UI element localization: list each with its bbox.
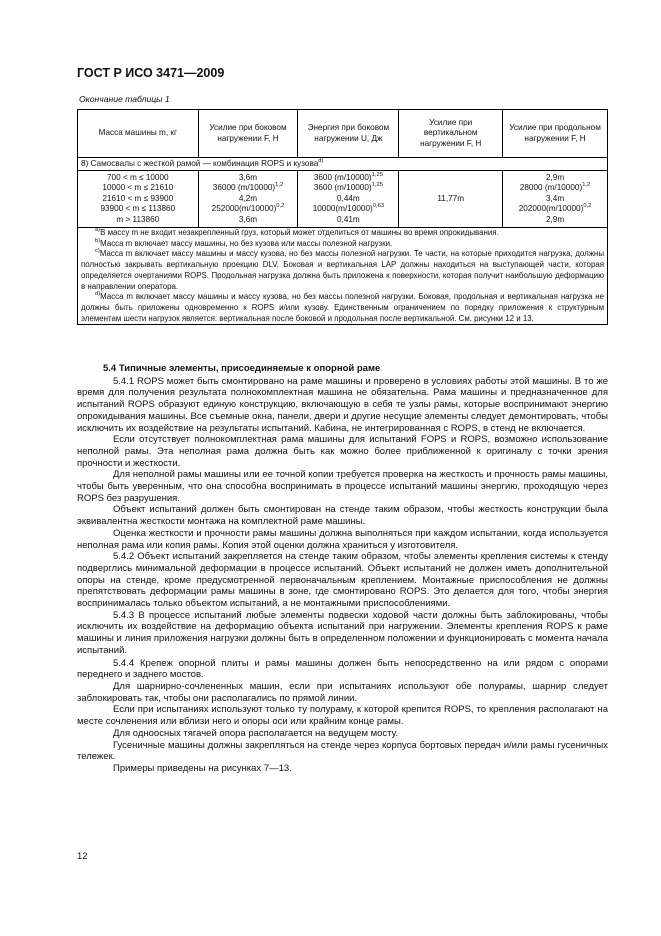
body-paragraph: 5.4.4 Крепеж опорной плиты и рамы машины должен быть непосредственно на или рядом с опорами переднего и заднего мостов. xyxy=(77,657,608,681)
footnote-mark: d) xyxy=(95,291,101,298)
page-number: 12 xyxy=(77,851,88,862)
energy-value-text: 3600 (m/10000) xyxy=(313,172,372,182)
body-paragraph: 5.4.1 ROPS может быть смонтировано на раме машины и проверено в условиях работы этой машины. В то же время для получения результата полнокомплектная машина не обязательна. Рама машины и предназначенное для испытаний ROPS образуют единую конструкцию, включающую в себя те узлы рамы, которые воспринимают энергию опрокидывания машины. Все съемные окна, панели, двери и другие несущие элементы следует демонтировать, чтобы исключить их воздействие на результаты испытаний. Кабина, не интегрированная с ROPS, в стенд не включается. xyxy=(77,375,608,434)
exponent: 0,2 xyxy=(583,203,592,210)
energy-value-text: 10000(m/10000) xyxy=(312,204,373,214)
longitudinal-force-value xyxy=(506,183,604,193)
body-paragraph: Примеры приведены на рисунках 7—13. xyxy=(113,762,292,774)
lateral-force-value-text: 252000(m/10000) xyxy=(211,204,277,214)
header-vertical-force: Усилие при вертикальном нагружении F, Н xyxy=(399,110,503,158)
body-paragraph: 5.4.3 В процессе испытаний любые элементы подвески ходовой части должны быть заблокированы, чтобы исключить их воздействие на деформацию объекта испытаний при нагружении. Элементы крепления ROPS к раме машины и линия приложения нагрузки должны быть в определенном положении и функционировать с момента начала испытаний. xyxy=(77,609,608,656)
document-body xyxy=(77,363,608,775)
energy-cell xyxy=(298,171,399,228)
energy-value-text: 0,41m xyxy=(337,214,360,224)
longitudinal-force-value xyxy=(506,215,604,225)
body-paragraph: Если отсутствует полнокомплектная рама машины для испытаний FOPS и ROPS, возможно использование неполной рамы. Эта неполная рама должна быть как можно более приближенной к оригиналу с точки зрения прочности и жесткости. xyxy=(77,434,608,469)
energy-value-text: 3600 (m/10000) xyxy=(313,183,372,193)
exponent: 0,63 xyxy=(372,203,385,210)
table-section-row xyxy=(78,158,608,171)
header-lateral-force: Усилие при боковом нагружении F, Н xyxy=(198,110,298,158)
mass-cell xyxy=(78,171,199,228)
body-paragraph: Оценка жесткости и прочности рамы машины должна выполняться при каждом испытании, когда используется неполная рама или копия рамы. Копия этой оценки должна храниться у изготовителя. xyxy=(77,527,608,551)
energy-value xyxy=(301,204,395,214)
section-heading: 5.4 Типичные элементы, присоединяемые к опорной раме xyxy=(103,363,381,374)
load-table xyxy=(77,109,608,325)
table-notes xyxy=(78,228,608,325)
header-lateral-energy: Энергия при боковом нагружении U, Дж xyxy=(298,110,399,158)
body-paragraph: Для одноосных тягачей опора располагается на ведущем мосту. xyxy=(113,727,399,739)
exponent: 1,25 xyxy=(371,171,383,178)
longitudinal-force-cell xyxy=(503,171,608,228)
document-header: ГОСТ Р ИСО 3471—2009 xyxy=(77,66,225,80)
body-paragraph: Для неполной рамы машины или ее точной копии требуется проверка на жесткость и прочность рамы машины, чтобы быть уверенным, что она способна воспринимать в процессе испытаний машины энергию, проходящую через ROPS без разрушения. xyxy=(77,469,608,504)
section-title: 8) Самосвалы с жесткой рамой — комбинация ROPS и кузова$^{d)}$ xyxy=(78,158,608,171)
body-paragraph: Объект испытаний должен быть смонтирован на стенде таким образом, чтобы жесткость конструкции была эквивалентна жесткости монтажа на комплектной раме машины. xyxy=(77,504,608,528)
mass-range: 700 < m ≤ 10000 xyxy=(106,172,169,182)
exponent: 1,2 xyxy=(582,182,591,189)
body-paragraph: 5.4.2 Объект испытаний закрепляется на стенде таким образом, чтобы элементы крепления системы к стенду подверглись минимальной деформации в процессе испытаний. Объект испытаний не должен иметь дополнительной опоры на стенде, кроме предусмотренной первоначальным креплением. Монтажные приспособления не должны препятствовать деформации рамы машины в зоне, где смонтировано ROPS. Это делается для того, чтобы энергия воспринималась только объектом испытаний, а не монтажными приспособлениями. xyxy=(77,551,608,610)
exponent: 1,2 xyxy=(275,182,284,189)
mass-range: m > 113860 xyxy=(116,214,160,224)
longitudinal-force-value-text: 28000 (m/10000) xyxy=(519,183,583,193)
lateral-force-value-text: 3,6m xyxy=(238,214,258,224)
energy-value xyxy=(301,215,395,225)
footnote-text: В массу m не входит незакрепленный груз, который может отделиться от машины во время опрокидывания. xyxy=(100,228,499,237)
table-caption: Окончание таблицы 1 xyxy=(79,94,170,104)
lateral-force-value-text: 36000 (m/10000) xyxy=(212,183,276,193)
mass-range: 10000 < m ≤ 21610 xyxy=(102,183,174,193)
table-notes-row xyxy=(78,228,608,325)
vertical-force-cell: 11,77m xyxy=(399,171,503,228)
table-footnote xyxy=(81,249,604,292)
longitudinal-force-value-text: 202000(m/10000) xyxy=(518,204,584,214)
longitudinal-force-value-text: 2,9m xyxy=(545,214,565,224)
lateral-force-cell xyxy=(198,171,298,228)
paragraph-list xyxy=(77,376,608,775)
longitudinal-force-value-text: 2,9m xyxy=(545,172,565,182)
energy-value-text: 0,44m xyxy=(337,193,360,203)
longitudinal-force-value xyxy=(506,204,604,214)
section-footnote-mark: d) xyxy=(318,157,324,164)
table-data-row xyxy=(78,171,608,228)
table-header-row xyxy=(78,110,608,158)
energy-value xyxy=(301,183,395,193)
footnote-mark: c) xyxy=(95,248,100,255)
body-paragraph: Для шарнирно-сочлененных машин, если при испытаниях используют обе полурамы, шарнир следует заблокировать так, чтобы они располагались по прямой линии. xyxy=(77,680,608,704)
lateral-force-value xyxy=(202,215,295,225)
lateral-force-value xyxy=(202,204,295,214)
table-footnote xyxy=(81,228,604,239)
footnote-text: Масса m включает массу машины и массу кузова, но без массы полезной нагрузки. Те части, на которые приходится нагрузка, должны полностью закрывать вертикальную проекцию DLV. Боковая и вертикальная LAP должны находиться на выступающей части, которая определяется очертаниями ROPS. Продольная нагрузка должна быть приложена к поверхности, которая получит наибольшую деформацию в направлении оператора. xyxy=(81,249,604,291)
lateral-force-value-text: 4,2m xyxy=(238,193,258,203)
header-mass: Масса машины m, кг xyxy=(78,110,199,158)
mass-range: 93900 < m ≤ 113860 xyxy=(100,204,176,214)
exponent: 0,2 xyxy=(276,203,285,210)
mass-range: 21610 < m ≤ 93900 xyxy=(102,193,174,203)
lateral-force-value-text: 3,6m xyxy=(238,172,258,182)
lateral-force-value xyxy=(202,183,295,193)
table-footnote xyxy=(81,292,604,324)
body-paragraph: Если при испытаниях используют только ту полураму, к которой крепится ROPS, то крепления располагают на месте сочленения или вблизи него и опоры оси или крайним конце рамы. xyxy=(77,704,608,728)
exponent: 1,25 xyxy=(371,182,383,189)
footnote-mark: а) xyxy=(95,227,101,233)
body-paragraph: Гусеничные машины должны закрепляться на стенде через корпуса бортовых передач и/или рамы гусеничных тележек. xyxy=(77,739,608,763)
footnote-mark: b) xyxy=(95,237,101,244)
header-longitudinal-force: Усилие при продольном нагружении F, Н xyxy=(503,110,608,158)
footnote-text: Масса m включает массу машины, но без кузова или массы полезной нагрузки. xyxy=(100,238,393,248)
longitudinal-force-value-text: 3,4m xyxy=(545,193,565,203)
table-footnote xyxy=(81,239,604,250)
footnote-text: Масса m включает массу машины и массу кузова, но без массы полезной нагрузки. Боковая, продольная и вертикальная нагрузка не должны быть приложены одновременно к ROPS и/или кузову. Единственным ограничением по порядку приложения к структурным элементам шести нагрузок является: вертикальная после боковой и продольная после вертикальной. См. рисунки 12 и 13. xyxy=(81,292,604,323)
